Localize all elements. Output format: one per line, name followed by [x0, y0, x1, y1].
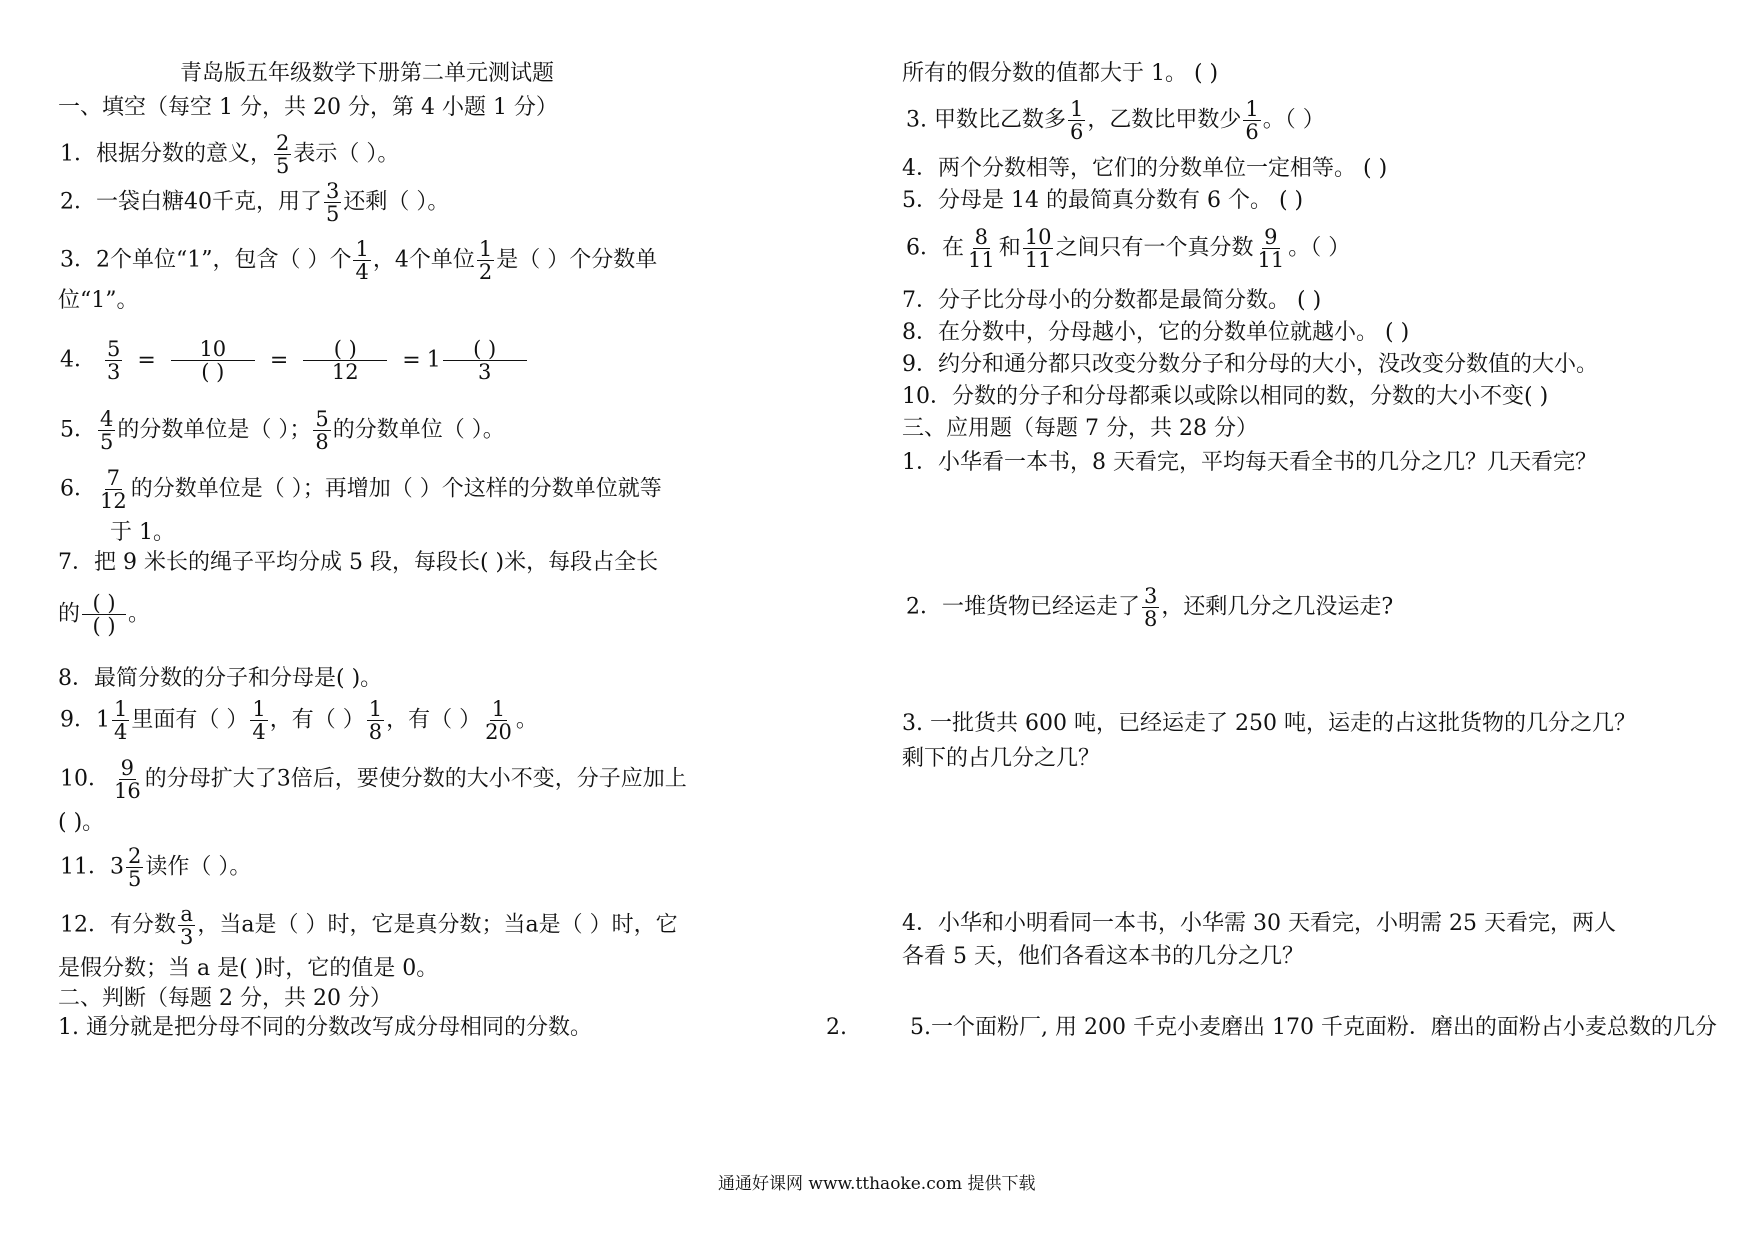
question-2-9: 9．约分和通分都只改变分数分子和分母的大小，没改变分数值的大小。: [902, 352, 1598, 377]
section1-header: 一、填空（每空 1 分，共 20 分，第 4 小题 1 分）: [58, 95, 558, 120]
page-title: 青岛版五年级数学下册第二单元测试题: [180, 61, 555, 86]
question-2-3: 3. 甲数比乙数多 $\frac{1}{6}$ ，乙数比甲数少 $\frac{1}{6}$ 。（ ）: [906, 97, 1325, 145]
question-1-12-cont: 是假分数；当 a 是( )时，它的值是 0。: [58, 956, 439, 981]
question-1-12: 12．有分数 $\frac{a}{3}$ ，当a是（ ）时，它是真分数；当a是（ ）时，它: [60, 902, 678, 950]
fraction: $\frac{2}{5}$: [128, 844, 142, 892]
question-1-3: 3．2个单位“1”，包含（ ）个 $\frac{1}{4}$ ，4个单位 $\frac{1}{2}$ 是（ ）个分数单: [60, 237, 658, 285]
question-2-2: 所有的假分数的值都大于 1。 ( ): [902, 61, 1219, 86]
fraction: $\frac{4}{5}$: [100, 407, 114, 455]
question-1-7: 7．把 9 米长的绳子平均分成 5 段，每段长( )米，每段占全长: [58, 550, 659, 575]
fraction: $\frac{1}{20}$: [485, 697, 512, 745]
fraction: $\frac{2}{5}$: [276, 131, 290, 179]
fraction: $\frac{1}{2}$: [478, 237, 493, 285]
fraction: $\frac{a}{3}$: [180, 902, 194, 950]
footer-credit: 通通好课网 www.tthaoke.com 提供下载: [718, 1174, 1036, 1194]
fraction: $\frac{10}{( )}$: [171, 338, 255, 383]
question-2-7: 7．分子比分母小的分数都是最简分数。 ( ): [902, 288, 1322, 313]
fraction: $\frac{1}{4}$: [114, 697, 128, 745]
fraction: $\frac{1}{4}$: [252, 697, 266, 745]
question-3-4: 4．小华和小明看同一本书，小华需 30 天看完，小明需 25 天看完，两人: [902, 911, 1616, 936]
question-1-6: 6． $\frac{7}{12}$ 的分数单位是（ ）；再增加（ ）个这样的分数单位就等: [60, 466, 662, 514]
question-2-2-label: 2.: [826, 1015, 847, 1040]
question-1-8: 8．最简分数的分子和分母是( )。: [58, 666, 383, 691]
fraction: $\frac{5}{3}$: [107, 337, 121, 385]
question-1-9: 9．1 $\frac{1}{4}$ 里面有（ ） $\frac{1}{4}$ ，有（ ） $\frac{1}{8}$ ，有（ ） $\frac{1}{20}$ 。: [60, 697, 538, 745]
question-2-4: 4．两个分数相等，它们的分数单位一定相等。 ( ): [902, 156, 1388, 181]
fraction: $\frac{9}{11}$: [1257, 225, 1285, 273]
question-1-10-cont: ( )。: [58, 810, 105, 835]
fraction: $\frac{( )}{12}$: [303, 338, 387, 383]
fraction: $\frac{( )}{( )}$: [82, 592, 126, 637]
fraction: $\frac{3}{8}$: [1144, 584, 1158, 632]
question-3-1: 1．小华看一本书，8 天看完，平均每天看全书的几分之几？几天看完？: [902, 450, 1597, 475]
question-3-4-cont: 各看 5 天，他们各看这本书的几分之几？: [902, 944, 1304, 969]
fraction: $\frac{3}{5}$: [326, 179, 340, 227]
question-3-5: 5.一个面粉厂, 用 200 千克小麦磨出 170 千克面粉．磨出的面粉占小麦总数的几分: [910, 1015, 1717, 1040]
question-1-11: 11．3 $\frac{2}{5}$ 读作（ ）。: [60, 844, 252, 892]
fraction: $\frac{( )}{3}$: [443, 338, 527, 383]
fraction: $\frac{7}{12}$: [100, 466, 127, 514]
question-3-2: 2．一堆货物已经运走了 $\frac{3}{8}$ ，还剩几分之几没运走?: [906, 584, 1394, 632]
question-2-8: 8．在分数中，分母越小，它的分数单位就越小。 ( ): [902, 320, 1410, 345]
fraction: $\frac{1}{8}$: [368, 697, 383, 745]
question-1-10: 10． $\frac{9}{16}$ 的分母扩大了3倍后，要使分数的大小不变，分子应加上: [60, 756, 687, 804]
question-2-5: 5．分母是 14 的最简真分数有 6 个。 ( ): [902, 188, 1304, 213]
question-3-3: 3. 一批货共 600 吨，已经运走了 250 吨，运走的占这批货物的几分之几？: [902, 711, 1636, 736]
fraction: $\frac{1}{4}$: [355, 237, 369, 285]
section2-header: 二、判断（每题 2 分，共 20 分）: [58, 986, 392, 1011]
question-1-5: 5． $\frac{4}{5}$ 的分数单位是（ ）； $\frac{5}{8}$ 的分数单位（ ）。: [60, 407, 505, 455]
question-1-6-cont: 于 1。: [110, 520, 175, 545]
question-2-1: 1. 通分就是把分母不同的分数改写成分母相同的分数。: [58, 1015, 592, 1040]
question-1-2: 2．一袋白糖40千克，用了 $\frac{3}{5}$ 还剩（ ）。: [60, 179, 450, 227]
question-1-1: 1．根据分数的意义， $\frac{2}{5}$ 表示（ ）。: [60, 131, 400, 179]
question-1-4: 4． $\frac{5}{3}$ = $\frac{10}{( )}$ = $\frac{( )}{12}$ = 1 $\frac{( )}{3}$: [60, 338, 529, 383]
section3-header: 三、应用题（每题 7 分，共 28 分）: [902, 416, 1258, 441]
fraction: $\frac{5}{8}$: [315, 407, 329, 455]
question-2-10: 10．分数的分子和分母都乘以或除以相同的数，分数的大小不变( ): [902, 384, 1549, 409]
fraction: $\frac{1}{6}$: [1245, 97, 1259, 145]
fraction: $\frac{9}{16}$: [114, 756, 141, 804]
question-1-7-cont: 的 $\frac{( )}{( )}$ 。: [58, 591, 151, 639]
question-3-3-cont: 剩下的占几分之几？: [902, 746, 1101, 771]
fraction: $\frac{1}{6}$: [1069, 97, 1084, 145]
fraction: $\frac{8}{11}$: [968, 225, 995, 273]
question-1-3-cont: 位“1”。: [58, 288, 139, 313]
fraction: $\frac{10}{11}$: [1024, 225, 1052, 273]
question-2-6: 6．在 $\frac{8}{11}$ 和 $\frac{10}{11}$ 之间只有一个真分数 $\frac{9}{11}$ 。（ ）: [906, 225, 1351, 273]
